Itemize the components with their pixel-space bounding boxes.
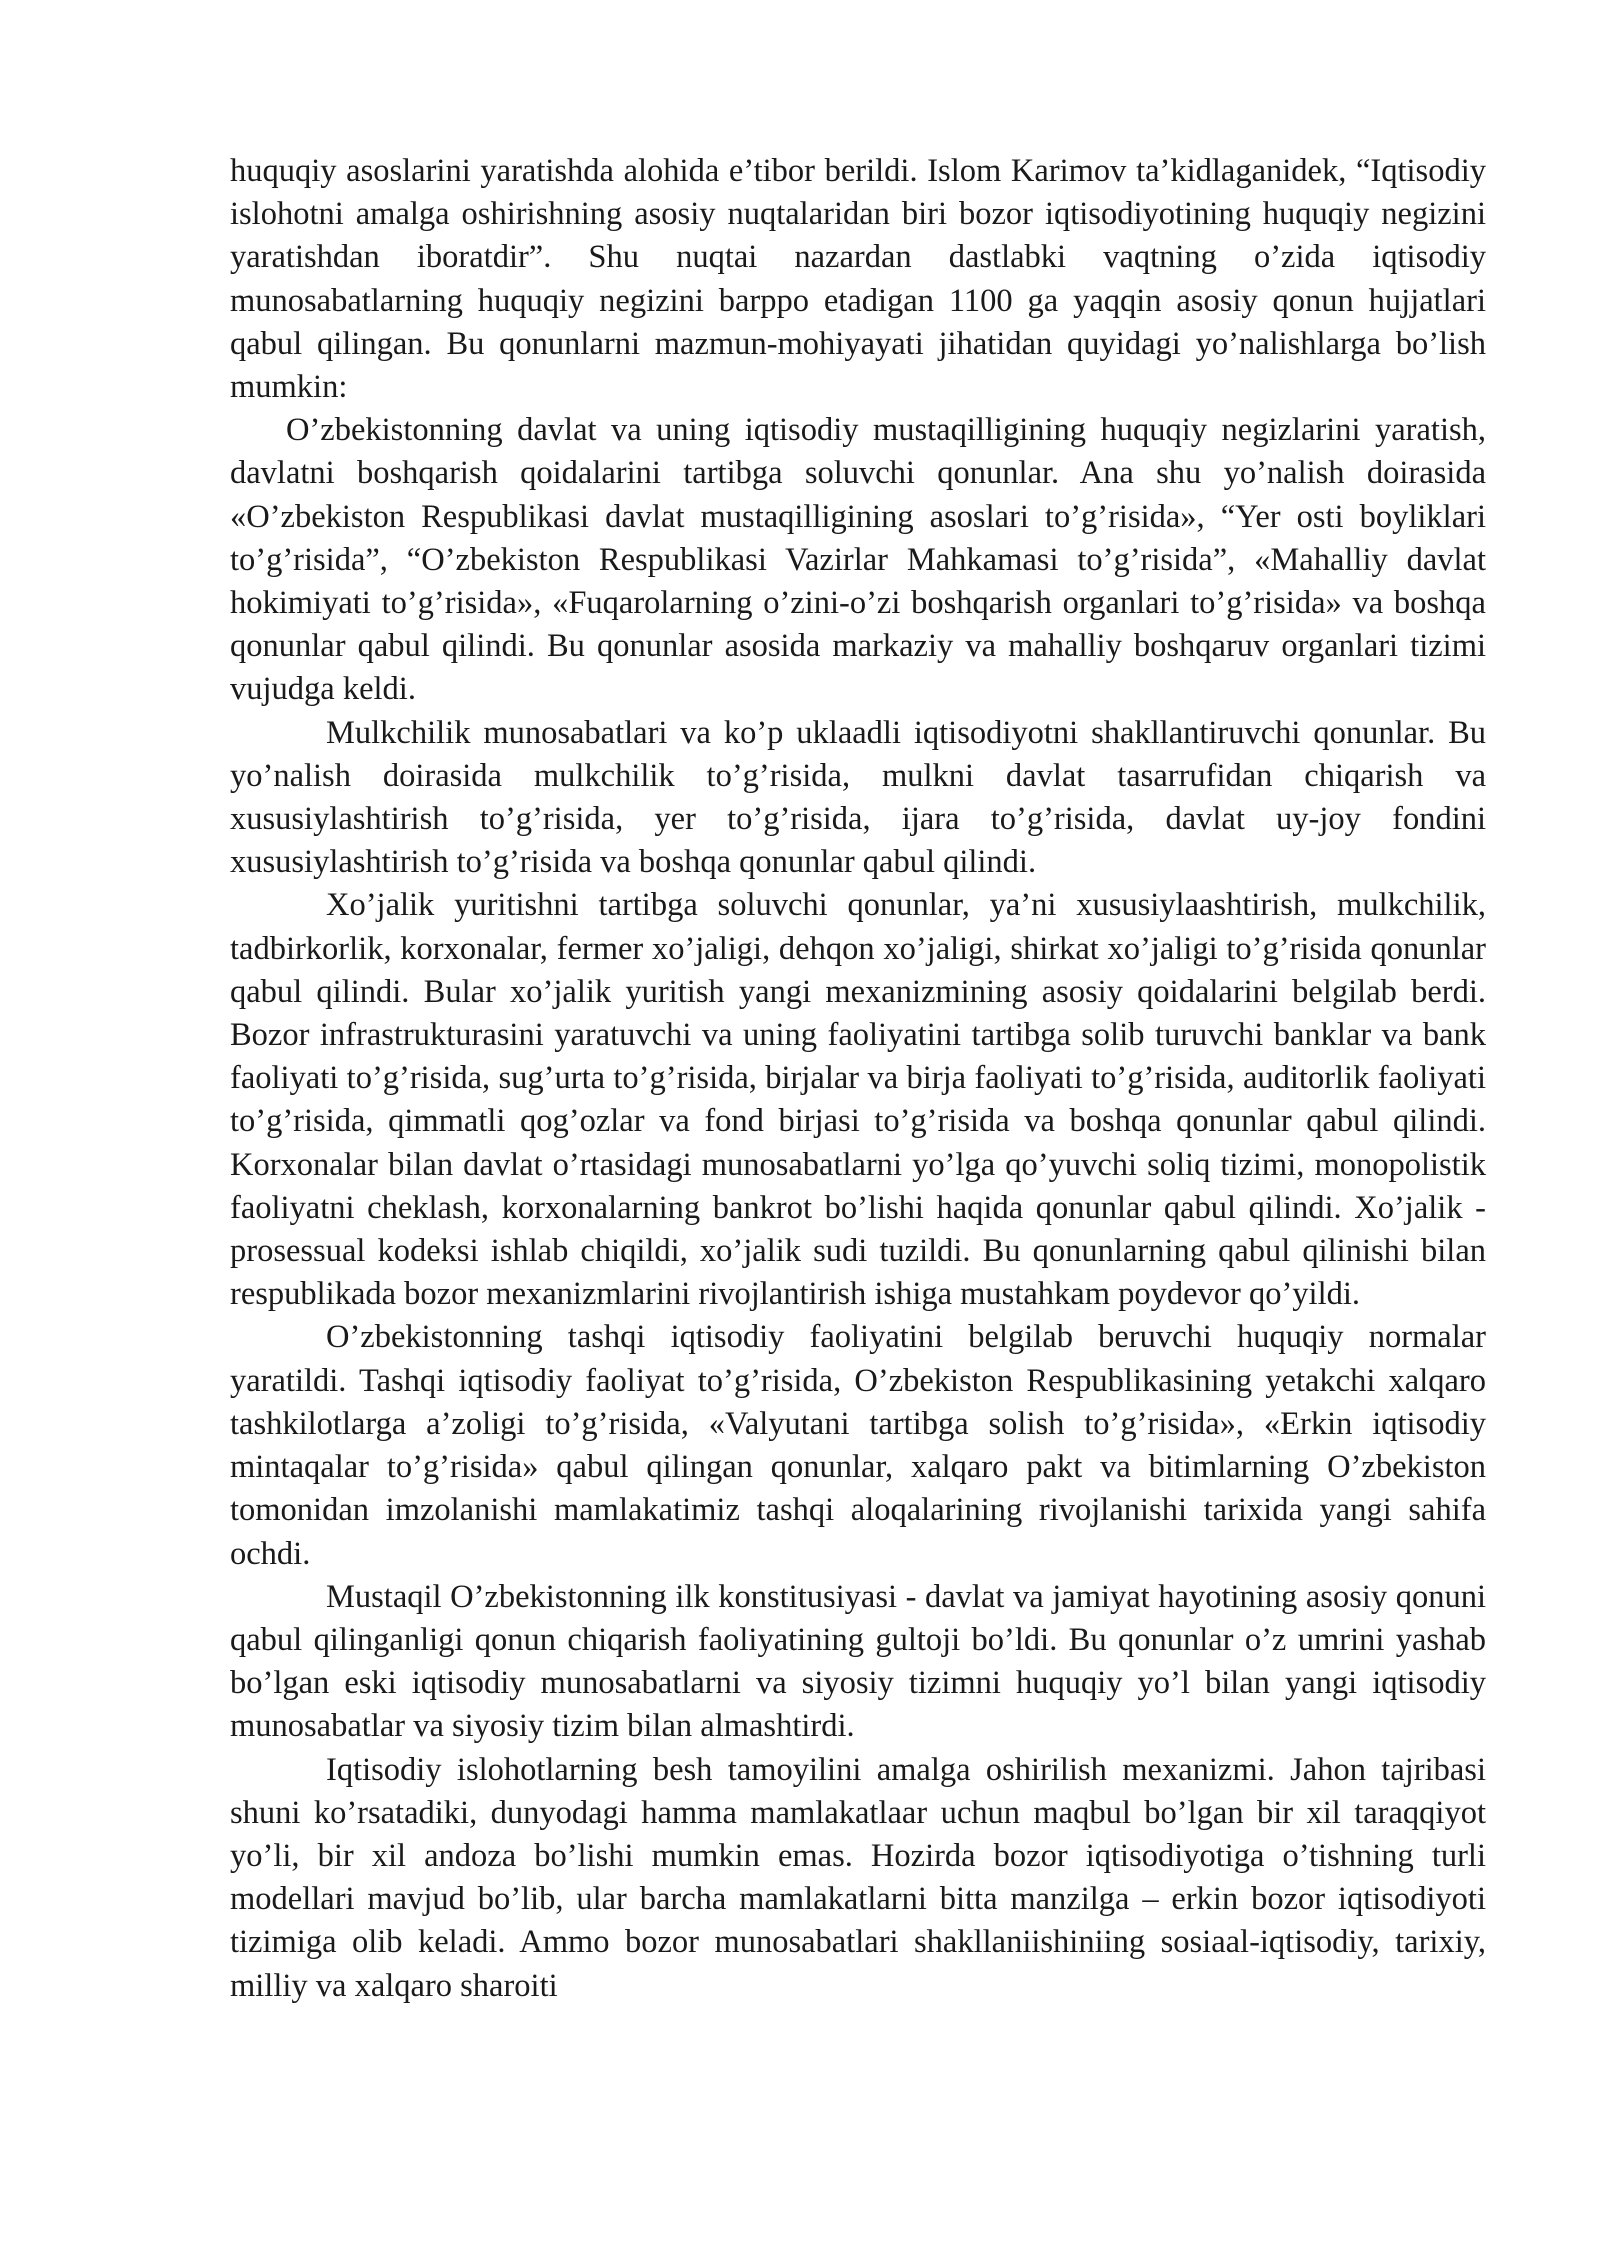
paragraph-5: O’zbekistonning tashqi iqtisodiy faoliyatini belgilab beruvchi huquqiy normalar yaratildi. Tashqi iqtisodiy faoliyat to’g’risida, O’zbekiston Respublikasining yetakchi xalqaro tashkilotlarga a’zoligi to’g’risida, «Valyutani tartibga solish to’g’risida», «Erkin iqtisodiy mintaqalar to’g’risida» qabul qilingan qonunlar, xalqaro pakt va bitimlarning O’zbekiston tomonidan imzolanishi mamlakatimiz tashqi aloqalarining rivojlanishi tarixida yangi sahifa ochdi. [230, 1319, 1486, 1572]
paragraph-3: Mulkchilik munosabatlari va ko’p uklaadli iqtisodiyotni shakllantiruvchi qonunlar. Bu yo’nalish doirasida mulkchilik to’g’risida, mulkni davlat tasarrufidan chiqarish va xususiylashtirish to’g’risida, yer to’g’risida, ijara to’g’risida, davlat uy-joy fondini xususiylashtirish to’g’risida va boshqa qonunlar qabul qilindi. [230, 714, 1486, 881]
document-page [230, 150, 1486, 2008]
paragraph-6: Mustaqil O’zbekistonning ilk konstitusiyasi - davlat va jamiyat hayotining asosiy qonuni qabul qilinganligi qonun chiqarish faoliyatining gultoji bo’ldi. Bu qonunlar o’z umrini yashab bo’lgan eski iqtisodiy munosabatlarni va siyosiy tizimni huquqiy yo’l bilan yangi iqtisodiy munosabatlar va siyosiy tizim bilan almashtirdi. [230, 1578, 1486, 1745]
paragraph-7: Iqtisodiy islohotlarning besh tamoyilini amalga oshirilish mexanizmi. Jahon tajribasi shuni ko’rsatadiki, dunyodagi hamma mamlakatlaar uchun maqbul bo’lgan bir xil taraqqiyot yo’li, bir xil andoza bo’lishi mumkin emas. Hozirda bozor iqtisodiyotiga o’tishning turli modellari mavjud bo’lib, ular barcha mamlakatlarni bitta manzilga – erkin bozor iqtisodiyoti tizimiga olib keladi. Ammo bozor munosabatlari shakllaniishiniing sosiaal-iqtisodiy, tarixiy, milliy va xalqaro sharoiti [230, 1751, 1486, 2004]
paragraph-1: huquqiy asoslarini yaratishda alohida e’tibor berildi. Islom Karimov ta’kidlaganidek, “Iqtisodiy islohotni amalga oshirishning asosiy nuqtalaridan biri bozor iqtisodiyotining huquqiy negizini yaratishdan iboratdir”. Shu nuqtai nazardan dastlabki vaqtning o’zida iqtisodiy munosabatlarning huquqiy negizini barppo etadigan 1100 ga yaqqin asosiy qonun hujjatlari qabul qilingan. Bu qonunlarni mazmun-mohiyayati jihatidan quyidagi yo’nalishlarga bo’lish mumkin: [230, 153, 1486, 406]
paragraph-2: O’zbekistonning davlat va uning iqtisodiy mustaqilligining huquqiy negizlarini yaratish, davlatni boshqarish qoidalarini tartibga soluvchi qonunlar. Ana shu yo’nalish doirasida «O’zbekiston Respublikasi davlat mustaqilligining asoslari to’g’risida», “Yer osti boyliklari to’g’risida”, “O’zbekiston Respublikasi Vazirlar Mahkamasi to’g’risida”, «Mahalliy davlat hokimiyati to’g’risida», «Fuqarolarning o’zini-o’zi boshqarish organlari to’g’risida» va boshqa qonunlar qabul qilindi. Bu qonunlar asosida markaziy va mahalliy boshqaruv organlari tizimi vujudga keldi. [230, 412, 1486, 708]
paragraph-4: Xo’jalik yuritishni tartibga soluvchi qonunlar, ya’ni xususiylaashtirish, mulkchilik, tadbirkorlik, korxonalar, fermer xo’jaligi, dehqon xo’jaligi, shirkat xo’jaligi to’g’risida qonunlar qabul qilindi. Bular xo’jalik yuritish yangi mexanizmining asosiy qoidalarini belgilab berdi. Bozor infrastrukturasini yaratuvchi va uning faoliyatini tartibga solib turuvchi banklar va bank faoliyati to’g’risida, sug’urta to’g’risida, birjalar va birja faoliyati to’g’risida, auditorlik faoliyati to’g’risida, qimmatli qog’ozlar va fond birjasi to’g’risida va boshqa qonunlar qabul qilindi. Korxonalar bilan davlat o’rtasidagi munosabatlarni yo’lga qo’yuvchi soliq tizimi, monopolistik faoliyatni cheklash, korxonalarning bankrot bo’lishi haqida qonunlar qabul qilindi. Xo’jalik - prosessual kodeksi ishlab chiqildi, xo’jalik sudi tuzildi. Bu qonunlarning qabul qilinishi bilan respublikada bozor mexanizmlarini rivojlantirish ishiga mustahkam poydevor qo’yildi. [230, 887, 1486, 1313]
